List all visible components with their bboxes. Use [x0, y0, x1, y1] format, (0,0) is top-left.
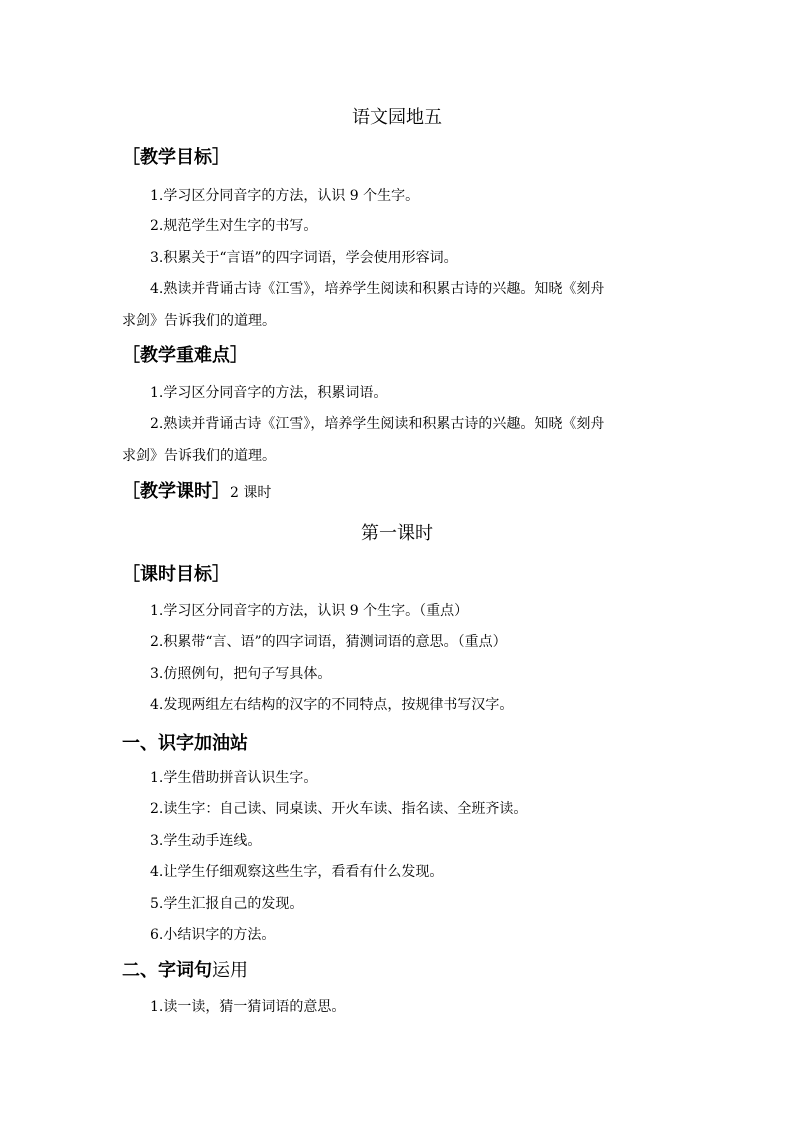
key-points-heading: ［教学重难点］: [122, 345, 248, 366]
part1-item-5: 5.学生汇报自己的发现。: [150, 896, 304, 912]
objective-item-4-continued: 求剑》告诉我们的道理。: [122, 313, 276, 329]
key-point-item-1: 1.学习区分同音字的方法，积累词语。: [150, 385, 388, 401]
part1-item-2: 2.读生字：自己读、同桌读、开火车读、指名读、全班齐读。: [150, 801, 528, 817]
part1-item-4: 4.让学生仔细观察这些生字，看看有什么发现。: [150, 864, 444, 880]
part2-item-1: 1.读一读，猜一猜词语的意思。: [150, 999, 346, 1015]
part2-heading: [122, 959, 248, 983]
lesson-objective-item-4: 4.发现两组左右结构的汉字的不同特点，按规律书写汉字。: [150, 697, 514, 713]
teaching-hours: [122, 480, 271, 505]
teaching-hours-heading: ［教学课时］: [122, 481, 230, 502]
objective-item-1: 1.学习区分同音字的方法，认识 9 个生字。: [150, 188, 420, 204]
lesson-objective-item-1: 1.学习区分同音字的方法，认识 9 个生字。（重点）: [150, 603, 469, 619]
teaching-hours-value: 2 课时: [230, 485, 272, 501]
objective-item-2: 2.规范学生对生字的书写。: [150, 218, 318, 234]
objectives-heading: ［教学目标］: [122, 147, 230, 168]
part1-heading: 一、识字加油站: [122, 733, 248, 754]
objective-item-4: 4.熟读并背诵古诗《江雪》，培养学生阅读和积累古诗的兴趣。知晓《刻舟: [150, 281, 605, 297]
objective-item-3: 3.积累关于“言语”的四字词语，学会使用形容词。: [150, 250, 458, 266]
lesson-title: 第一课时: [361, 523, 433, 544]
key-point-item-2: 2.熟读并背诵古诗《江雪》，培养学生阅读和积累古诗的兴趣。知晓《刻舟: [150, 416, 605, 432]
lesson-objective-item-3: 3.仿照例句，把句子写具体。: [150, 666, 332, 682]
lesson-objectives-heading: ［课时目标］: [122, 564, 230, 585]
document-title: 语文园地五: [352, 107, 442, 128]
part1-item-3: 3.学生动手连线。: [150, 833, 262, 849]
part2-heading-plain: 运用: [212, 960, 248, 981]
part2-heading-bold: 二、字词句: [122, 960, 212, 981]
key-point-item-2-continued: 求剑》告诉我们的道理。: [122, 448, 276, 464]
part1-item-6: 6.小结识字的方法。: [150, 927, 276, 943]
part1-item-1: 1.学生借助拼音认识生字。: [150, 770, 318, 786]
lesson-objective-item-2: 2.积累带“言、语”的四字词语，猜测词语的意思。（重点）: [150, 634, 507, 650]
